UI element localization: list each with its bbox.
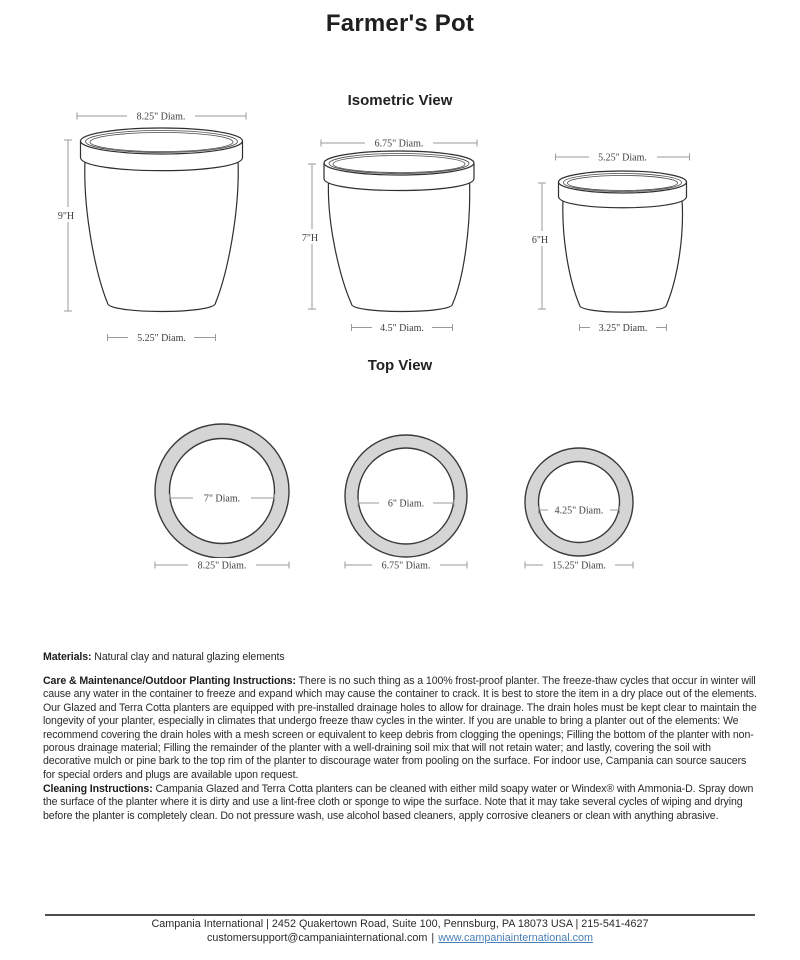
dim-outer-diameter-ring2	[345, 558, 467, 572]
dim-label: 8.25" Diam.	[197, 560, 247, 572]
page-title: Farmer's Pot	[325, 10, 475, 37]
dim-height-pot2	[296, 164, 324, 309]
dim-label: 15.25" Diam.	[552, 560, 606, 572]
dim-bottom-diameter-pot1	[108, 331, 216, 345]
pot-body	[563, 199, 683, 312]
care-text: There is no such thing as a 100% frost-proof planter. The freeze-thaw cycles that occur in winter will cause any water in the container to freeze and expand which may cause the container to crack. It is best to store the item in a dry place out of the elements. Our Glazed and Terra Cotta planters are equipped with pre-installed drainage holes to allow for drainage. The drain holes must be kept clear to maintain the longevity of your planter, especially in climates that undergo freeze thaw cycles in the winter. If you are unable to bring a planter out of the elements: We recommend covering the drain holes with a mesh screen or equivalent to keep debris from clogging the openings; Filling the bottom of the planter with non-porous drainage material; Filling the remainder of the planter with a well-draining soil mix that will not retain water; and lastly, covering the soil with decorative mulch or pine bark to the top rim of the planter to discourage water from pooling on the surface. For indoor use, Campania can source saucers for special orders and plugs are available upon request.	[43, 675, 757, 781]
cleaning-instructions-paragraph	[43, 783, 759, 823]
dim-top-diameter-pot3	[556, 150, 690, 164]
dim-label: 6"H	[531, 235, 549, 246]
pot-drawing-large	[81, 128, 243, 311]
care-maintenance-paragraph	[43, 675, 759, 782]
footer-divider	[45, 914, 755, 916]
dim-label: 6.75" Diam.	[374, 138, 424, 150]
materials-label: Materials:	[43, 651, 92, 663]
footer-separator: |	[431, 932, 435, 944]
dim-label: 3.25" Diam.	[598, 323, 648, 334]
cleaning-label: Cleaning Instructions:	[43, 783, 153, 795]
footer-email: customersupport@campaniainternational.com	[206, 932, 428, 944]
pot-rim-top	[324, 151, 474, 175]
ring-inner-circle	[539, 462, 620, 543]
dim-label: 7"H	[301, 233, 319, 244]
materials-text: Natural clay and natural glazing elements	[91, 651, 285, 663]
dim-top-diameter-pot1	[77, 109, 246, 123]
dim-label: 6" Diam.	[387, 498, 425, 510]
pot-body	[328, 181, 469, 312]
dim-top-diameter-pot2	[321, 136, 477, 150]
dim-label: 4.25" Diam.	[554, 505, 604, 517]
dim-height-pot3	[526, 183, 554, 309]
dim-label: 5.25" Diam.	[598, 152, 647, 164]
section-heading-isometric-view: Isometric View	[347, 92, 453, 109]
dim-label: 9"H	[57, 211, 75, 222]
dim-label: 7" Diam.	[203, 493, 241, 505]
top-view-ring-small	[525, 448, 633, 572]
dim-bottom-diameter-pot3	[580, 321, 667, 335]
materials-paragraph	[43, 651, 759, 664]
footer-address-line: Campania International | 2452 Quakertown Road, Suite 100, Pennsburg, PA 18073 USA | 215-541-4627	[151, 918, 649, 930]
footer-contact-line	[0, 932, 800, 944]
dim-height-pot1	[52, 140, 80, 311]
dim-outer-diameter-ring3	[525, 558, 633, 572]
pot-drawing-small	[559, 171, 687, 312]
pot-body	[85, 160, 238, 311]
pot-rim-top	[81, 128, 243, 154]
pot-rim-top	[559, 171, 687, 193]
top-view-ring-large	[155, 424, 289, 572]
dim-label: 5.25" Diam.	[137, 333, 186, 344]
cleaning-text: Campania Glazed and Terra Cotta planters can be cleaned with either mild soapy water or Windex® with Ammonia-D. Spray down the surface of the planter where it is dirty and use a lint-free cloth or sponge to wipe the surface. Note that it may take several cycles of wiping and drying before the planter is completely clean. Do not pressure wash, use alcohol based cleaners, apply corrosive cleaners or clean with anything abrasive.	[43, 783, 754, 822]
pot-drawing-medium	[324, 151, 474, 312]
top-view-ring-medium	[345, 435, 467, 572]
section-heading-top-view: Top View	[367, 357, 433, 374]
dim-bottom-diameter-pot2	[352, 321, 453, 335]
dim-label: 8.25" Diam.	[136, 111, 186, 123]
dim-outer-diameter-ring1	[155, 558, 289, 572]
care-label: Care & Maintenance/Outdoor Planting Instructions:	[43, 675, 296, 687]
footer-website-link[interactable]: www.campaniainternational.com	[438, 932, 594, 944]
dim-label: 4.5" Diam.	[380, 323, 424, 334]
dim-inner-diameter-ring3	[539, 503, 620, 517]
dim-label: 6.75" Diam.	[381, 560, 431, 572]
